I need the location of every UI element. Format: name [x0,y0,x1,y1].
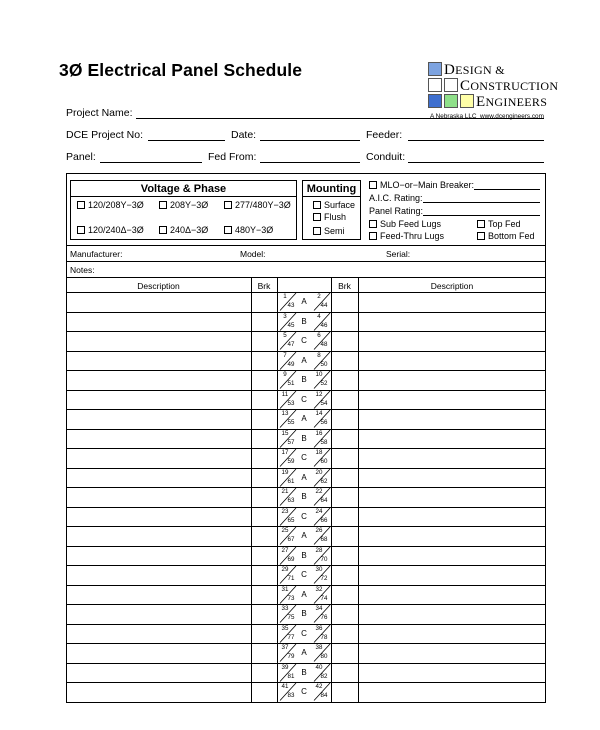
circuit-number-left-odd: 17 [281,449,289,456]
description-cell-right[interactable] [359,430,545,448]
divider [66,277,546,278]
description-cell-left[interactable] [67,586,250,604]
circuit-number-right-even: 40 [315,663,323,671]
breaker-cell-left[interactable] [252,527,276,545]
checkbox[interactable] [313,213,321,221]
aic-rating-label: A.I.C. Rating: [369,193,423,203]
breaker-cell-left[interactable] [252,508,276,526]
circuit-number-right-even: 4 [317,312,321,320]
phase-label: A [301,355,307,365]
description-header-left: Description [137,281,180,291]
circuit-number-right-mid: 76 [320,614,328,621]
description-cell-left[interactable] [67,605,250,623]
breaker-cell-right[interactable] [332,605,357,623]
circuit-number-right-even: 30 [315,566,323,573]
circuit-number-left-odd: 19 [281,468,289,476]
circuit-number-right-mid: 56 [320,419,328,426]
description-cell-left[interactable] [67,449,250,467]
breaker-cell-left[interactable] [252,625,276,643]
breaker-cell-left[interactable] [252,547,276,565]
logo-website: www.dcengineers.com [480,113,544,120]
logo-square [428,62,442,76]
circuit-number-right-even: 36 [315,624,323,632]
voltage-option[interactable]: 208Y−3Ø [159,200,208,210]
mlo-option[interactable]: MLO−or−Main Breaker: [369,180,474,190]
circuit-number-left-mid: 69 [287,555,295,563]
description-cell-right[interactable] [359,644,545,662]
circuit-number-left-odd: 13 [281,410,289,417]
feed-thru-lugs-option[interactable]: Feed-Thru Lugs [369,231,444,241]
description-cell-left[interactable] [67,293,250,311]
circuit-number-right-mid: 50 [320,360,328,368]
circuit-number-left-odd: 41 [281,683,289,690]
circuit-number-left-mid: 53 [287,399,295,407]
divider [66,245,546,246]
circuit-number-right-even: 28 [315,546,323,554]
divider [70,196,297,197]
description-cell-right[interactable] [359,566,545,584]
circuit-number-right-mid: 74 [320,594,328,602]
dce-project-no-field[interactable] [148,140,225,141]
breaker-cell-left[interactable] [252,410,276,428]
description-cell-left[interactable] [67,625,250,643]
breaker-cell-left[interactable] [252,469,276,487]
phase-label: A [301,472,307,482]
breaker-cell-left[interactable] [252,488,276,506]
circuit-number-right-even: 2 [317,293,321,300]
checkbox[interactable] [369,220,377,228]
circuit-number-right-even: 34 [315,605,323,612]
description-cell-right[interactable] [359,488,545,506]
circuit-number-right-mid: 84 [320,692,328,699]
checkbox[interactable] [369,232,377,240]
phase-label: A [301,589,307,599]
circuit-number-left-mid: 77 [287,633,295,641]
circuit-number-left-odd: 25 [281,527,289,534]
description-cell-right[interactable] [359,449,545,467]
breaker-cell-left[interactable] [252,332,276,350]
description-cell-left[interactable] [67,313,250,331]
description-cell-left[interactable] [67,430,250,448]
phase-label: C [301,570,307,579]
voltage-option[interactable]: 480Y−3Ø [224,225,273,235]
circuit-number-left-mid: 83 [287,692,295,699]
description-cell-left[interactable] [67,410,250,428]
breaker-cell-left[interactable] [252,683,276,701]
phase-label: B [301,375,307,384]
circuit-number-left-odd: 9 [283,371,287,378]
circuit-number-left-mid: 47 [287,341,295,348]
circuit-number-left-mid: 81 [287,672,295,680]
description-cell-left[interactable] [67,547,250,565]
circuit-number-left-odd: 21 [281,488,289,495]
description-cell-right[interactable] [359,508,545,526]
circuit-number-left-mid: 43 [287,302,295,309]
checkbox[interactable] [159,201,167,209]
checkbox[interactable] [224,201,232,209]
description-cell-right[interactable] [359,625,545,643]
circuit-number-right-mid: 68 [320,536,328,543]
description-cell-left[interactable] [67,508,250,526]
circuit-number-left-odd: 1 [283,293,287,300]
breaker-cell-left[interactable] [252,605,276,623]
circuit-number-right-mid: 44 [320,302,328,309]
circuit-number-right-even: 22 [315,488,323,495]
logo-line-3: ENGINEERS [476,94,548,110]
logo-company: A Nebraska LLC [430,113,477,120]
manufacturer-label: Manufacturer: [70,249,123,259]
fed-from-label: Fed From: [208,151,257,163]
aic-rating-field[interactable] [423,202,540,203]
circuit-number-left-mid: 59 [287,458,295,465]
breaker-cell-right[interactable] [332,527,357,545]
breaker-cell-right[interactable] [332,683,357,701]
breaker-cell-right[interactable] [332,664,357,682]
description-cell-right[interactable] [359,664,545,682]
circuit-number-right-even: 26 [315,527,323,534]
circuit-number-right-mid: 82 [320,672,328,680]
circuit-number-right-even: 6 [317,332,321,339]
top-fed-option[interactable]: Top Fed [477,219,521,229]
bottom-fed-option[interactable]: Bottom Fed [477,231,535,241]
model-label: Model: [240,249,266,259]
breaker-cell-right[interactable] [332,644,357,662]
phase-label: B [301,550,307,560]
breaker-cell-right[interactable] [332,313,357,331]
date-field[interactable] [260,140,360,141]
circuit-number-left-mid: 73 [287,594,295,602]
circuit-number-left-mid: 61 [287,477,295,485]
checkbox[interactable] [477,220,485,228]
mounting-option[interactable]: Flush [313,212,346,222]
circuit-number-right-mid: 72 [320,575,328,582]
description-cell-right[interactable] [359,605,545,623]
phase-label: A [301,531,307,540]
breaker-cell-right[interactable] [332,449,357,467]
circuit-number-left-mid: 63 [287,497,295,504]
description-cell-right[interactable] [359,410,545,428]
breaker-cell-right[interactable] [332,293,357,311]
checkbox[interactable] [313,201,321,209]
voltage-option[interactable]: 120/208Y−3Ø [77,200,144,210]
brk-header-left: Brk [257,281,271,291]
breaker-cell-right[interactable] [332,352,357,370]
description-cell-left[interactable] [67,352,250,370]
project-name-field[interactable] [136,118,544,119]
phase-label: B [301,433,307,443]
date-label: Date: [231,129,257,141]
phase-label: C [301,453,307,462]
breaker-cell-right[interactable] [332,469,357,487]
logo-line-1: DESIGN & [444,62,505,78]
conduit-label: Conduit: [366,151,406,163]
description-cell-left[interactable] [67,332,250,350]
circuit-number-right-mid: 64 [320,497,328,504]
circuit-number-right-mid: 78 [320,633,328,641]
mounting-title: Mounting [306,183,357,195]
checkbox[interactable] [477,232,485,240]
circuit-number-left-odd: 27 [281,546,289,554]
circuit-number-right-mid: 54 [320,399,328,407]
circuit-number-left-mid: 57 [287,438,295,446]
checkbox[interactable] [369,181,377,189]
mounting-option[interactable]: Surface [313,200,355,210]
circuit-number-left-odd: 37 [281,644,289,651]
description-cell-right[interactable] [359,332,545,350]
breaker-cell-right[interactable] [332,488,357,506]
circuit-number-right-mid: 70 [320,555,328,563]
breaker-cell-left[interactable] [252,391,276,409]
mounting-option[interactable]: Semi [313,226,345,236]
circuit-number-right-mid: 52 [320,380,328,387]
checkbox[interactable] [77,226,85,234]
voltage-option[interactable]: 277/480Y−3Ø [224,200,291,210]
circuit-number-right-even: 10 [315,371,323,378]
circuit-number-left-odd: 11 [281,390,289,398]
phase-label: B [301,492,307,501]
circuit-number-left-mid: 45 [287,321,295,329]
breaker-cell-right[interactable] [332,391,357,409]
voltage-phase-title: Voltage & Phase [140,183,227,195]
breaker-cell-right[interactable] [332,430,357,448]
phase-label: C [301,687,307,696]
description-cell-right[interactable] [359,683,545,701]
project-name-label: Project Name: [66,107,133,119]
row-divider [66,702,546,703]
breaker-cell-right[interactable] [332,410,357,428]
circuit-number-left-odd: 23 [281,507,289,515]
circuit-number-right-even: 14 [315,410,323,417]
circuit-number-right-even: 32 [315,585,323,593]
description-cell-left[interactable] [67,527,250,545]
circuit-number-right-even: 24 [315,507,323,515]
breaker-cell-left[interactable] [252,430,276,448]
description-cell-right[interactable] [359,371,545,389]
circuit-number-left-mid: 79 [287,653,295,660]
description-cell-left[interactable] [67,469,250,487]
description-cell-right[interactable] [359,352,545,370]
circuit-number-left-mid: 49 [287,360,295,368]
circuit-number-left-odd: 31 [281,585,289,593]
circuit-number-right-mid: 46 [320,321,328,329]
page-title: 3Ø Electrical Panel Schedule [59,60,303,80]
phase-label: C [301,511,307,521]
breaker-cell-right[interactable] [332,566,357,584]
notes-label: Notes: [70,265,95,275]
divider [302,196,361,197]
circuit-number-right-even: 18 [315,449,323,456]
breaker-cell-left[interactable] [252,371,276,389]
circuit-number-left-mid: 51 [287,380,295,387]
dce-project-no-label: DCE Project No: [66,129,144,141]
description-cell-right[interactable] [359,547,545,565]
breaker-cell-right[interactable] [332,586,357,604]
circuit-number-right-mid: 62 [320,477,328,485]
breaker-cell-left[interactable] [252,449,276,467]
breaker-cell-left[interactable] [252,664,276,682]
phase-label: A [301,648,307,657]
circuit-number-right-even: 12 [315,390,323,398]
description-cell-right[interactable] [359,313,545,331]
circuit-number-left-odd: 29 [281,566,289,573]
breaker-cell-right[interactable] [332,508,357,526]
circuit-number-left-mid: 71 [287,575,295,582]
logo-square [444,94,458,108]
phase-label: C [301,336,307,345]
voltage-option[interactable]: 120/240Δ−3Ø [77,225,144,235]
description-cell-left[interactable] [67,664,250,682]
circuit-number-right-even: 16 [315,429,323,437]
breaker-cell-right[interactable] [332,371,357,389]
description-cell-right[interactable] [359,586,545,604]
circuit-number-left-mid: 65 [287,516,295,524]
breaker-cell-left[interactable] [252,566,276,584]
feeder-field[interactable] [408,140,544,141]
breaker-cell-left[interactable] [252,313,276,331]
logo-line-2: CONSTRUCTION [460,78,559,94]
phase-label: A [301,414,307,423]
description-cell-left[interactable] [67,488,250,506]
circuit-number-left-odd: 7 [283,351,287,359]
circuit-number-left-odd: 33 [281,605,289,612]
breaker-cell-left[interactable] [252,644,276,662]
description-cell-right[interactable] [359,469,545,487]
breaker-cell-left[interactable] [252,352,276,370]
breaker-cell-right[interactable] [332,547,357,565]
description-cell-left[interactable] [67,371,250,389]
circuit-number-left-odd: 3 [283,312,287,320]
breaker-cell-left[interactable] [252,586,276,604]
circuit-number-right-even: 8 [317,351,321,359]
serial-label: Serial: [386,249,411,259]
logo-square [428,94,442,108]
description-cell-right[interactable] [359,293,545,311]
description-cell-right[interactable] [359,391,545,409]
checkbox[interactable] [224,226,232,234]
logo-square [460,94,474,108]
circuit-number-left-odd: 35 [281,624,289,632]
breaker-cell-right[interactable] [332,332,357,350]
checkbox[interactable] [313,227,321,235]
circuit-number-right-even: 42 [315,683,323,690]
panel-rating-field[interactable] [423,215,540,216]
feeder-label: Feeder: [366,129,403,141]
panel-rating-label: Panel Rating: [369,206,424,216]
breaker-cell-left[interactable] [252,293,276,311]
circuit-number-left-mid: 75 [287,614,295,621]
fed-from-field[interactable] [260,162,360,163]
circuit-number-right-mid: 66 [320,516,328,524]
logo-square [444,78,458,92]
description-cell-left[interactable] [67,683,250,701]
circuit-number-right-even: 38 [315,644,323,651]
circuit-number-left-odd: 15 [281,429,289,437]
circuit-number-left-odd: 39 [281,663,289,671]
phase-label: C [301,394,307,404]
logo-square [428,78,442,92]
voltage-option[interactable]: 240Δ−3Ø [159,225,208,235]
breaker-cell-right[interactable] [332,625,357,643]
phase-label: B [301,609,307,618]
panel-label: Panel: [66,151,96,163]
phase-label: C [301,628,307,638]
circuit-number-right-mid: 48 [320,341,328,348]
checkbox[interactable] [159,226,167,234]
description-cell-right[interactable] [359,527,545,545]
description-cell-left[interactable] [67,391,250,409]
circuit-number-right-mid: 60 [320,458,328,465]
phase-label: A [301,297,307,306]
brk-header-right: Brk [338,281,351,291]
phase-label: B [301,316,307,326]
circuit-number-left-mid: 55 [287,419,295,426]
divider [66,261,546,262]
mlo-field[interactable] [474,189,540,190]
phase-label: B [301,667,307,677]
description-header-right: Description [430,281,474,291]
checkbox[interactable] [77,201,85,209]
conduit-field[interactable] [408,162,544,163]
sub-feed-lugs-option[interactable]: Sub Feed Lugs [369,219,441,229]
circuit-number-right-mid: 80 [320,653,328,660]
description-cell-left[interactable] [67,644,250,662]
circuit-number-right-mid: 58 [320,438,328,446]
description-cell-left[interactable] [67,566,250,584]
panel-field[interactable] [100,162,202,163]
circuit-number-right-even: 20 [315,468,323,476]
circuit-number-left-mid: 67 [287,536,295,543]
circuit-number-left-odd: 5 [283,332,287,339]
